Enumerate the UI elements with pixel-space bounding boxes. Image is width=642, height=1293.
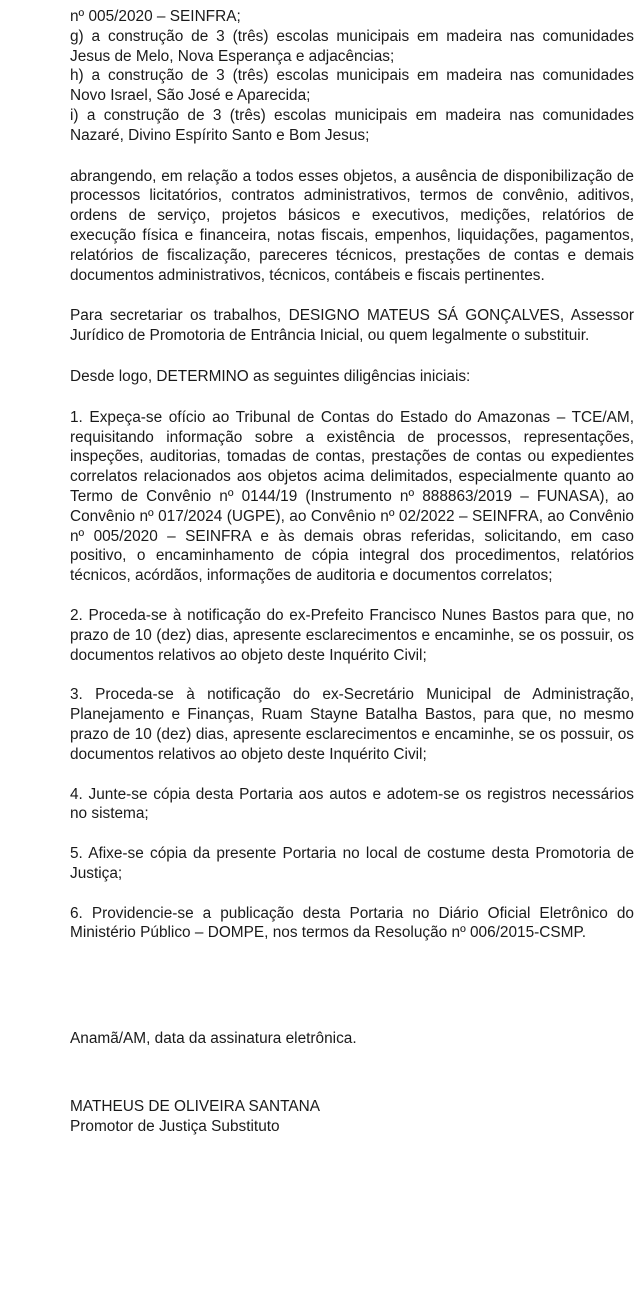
item-h: h) a construção de 3 (três) escolas municipais em madeira nas comunidades Novo Israel, São José e Aparecida; bbox=[70, 67, 634, 105]
item-g: g) a construção de 3 (três) escolas municipais em madeira nas comunidades Jesus de Melo, Nova Esperança e adjacências; bbox=[70, 27, 634, 65]
continuation-line-1: nº 005/2020 – SEINFRA; bbox=[70, 8, 241, 25]
signer-title: Promotor de Justiça Substituto bbox=[70, 1117, 280, 1135]
diligence-item-1: 1. Expeça-se ofício ao Tribunal de Contas do Estado do Amazonas – TCE/AM, requisitando informação sobre a existência de processos, representações, inspeções, auditorias, tomadas de contas, prestações de contas ou expedientes correlatos relacionados aos objetos acima delimitados, especialmente quanto ao Termo de Convênio nº 0144/19 (Instrumento nº 888863/2019 – FUNASA), ao Convênio nº 017/2024 (UGPE), ao Convênio nº 02/2022 – SEINFRA, ao Convênio nº 005/2020 – SEINFRA e às demais obras referidas, solicitando, em caso positivo, o encaminhamento de cópia integral dos procedimentos, relatórios técnicos, acórdãos, informações de auditoria e documentos correlatos; bbox=[70, 408, 634, 585]
diligence-item-5: 5. Afixe-se cópia da presente Portaria no local de costume desta Promotoria de Justiça; bbox=[70, 845, 634, 882]
scope-paragraph: abrangendo, em relação a todos esses objetos, a ausência de disponibilização de processos licitatórios, contratos administrativos, termos de convênio, aditivos, ordens de serviço, projetos básicos e executivos, medições, relatórios de execução física e financeira, notas fiscais, empenhos, liquidações, pagamentos, relatórios de fiscalização, pareceres técnicos, prestações de contas e demais documentos administrativos, técnicos, contábeis e fiscais pertinentes. bbox=[70, 167, 634, 284]
place-date: Anamã/AM, data da assinatura eletrônica. bbox=[70, 1030, 357, 1048]
diligence-item-6: 6. Providencie-se a publicação desta Portaria no Diário Oficial Eletrônico do Ministério Público – DOMPE, nos termos da Resolução nº 006/2015-CSMP. bbox=[70, 904, 634, 942]
determination-intro: Desde logo, DETERMINO as seguintes diligências iniciais: bbox=[70, 367, 471, 385]
secretary-paragraph: Para secretariar os trabalhos, DESIGNO MATEUS SÁ GONÇALVES, Assessor Jurídico de Promotoria de Entrância Inicial, ou quem legalmente o substituir. bbox=[70, 307, 634, 345]
diligence-item-4: 4. Junte-se cópia desta Portaria aos autos e adotem-se os registros necessários no sistema; bbox=[70, 785, 634, 823]
signer-name: MATHEUS DE OLIVEIRA SANTANA bbox=[70, 1098, 321, 1116]
diligence-item-2: 2. Proceda-se à notificação do ex-Prefeito Francisco Nunes Bastos para que, no prazo de 10 (dez) dias, apresente esclarecimentos e encaminhe, se os possuir, os documentos relativos ao objeto deste Inquérito Civil; bbox=[70, 606, 634, 664]
item-i: i) a construção de 3 (três) escolas municipais em madeira nas comunidades Nazaré, Divino Espírito Santo e Bom Jesus; bbox=[70, 106, 634, 144]
diligence-item-3: 3. Proceda-se à notificação do ex-Secretário Municipal de Administração, Planejamento e Finanças, Ruam Stayne Batalha Bastos, para que, no mesmo prazo de 10 (dez) dias, apresente esclarecimentos e encaminhe, se os possuir, os documentos relativos ao objeto deste Inquérito Civil; bbox=[70, 686, 634, 763]
